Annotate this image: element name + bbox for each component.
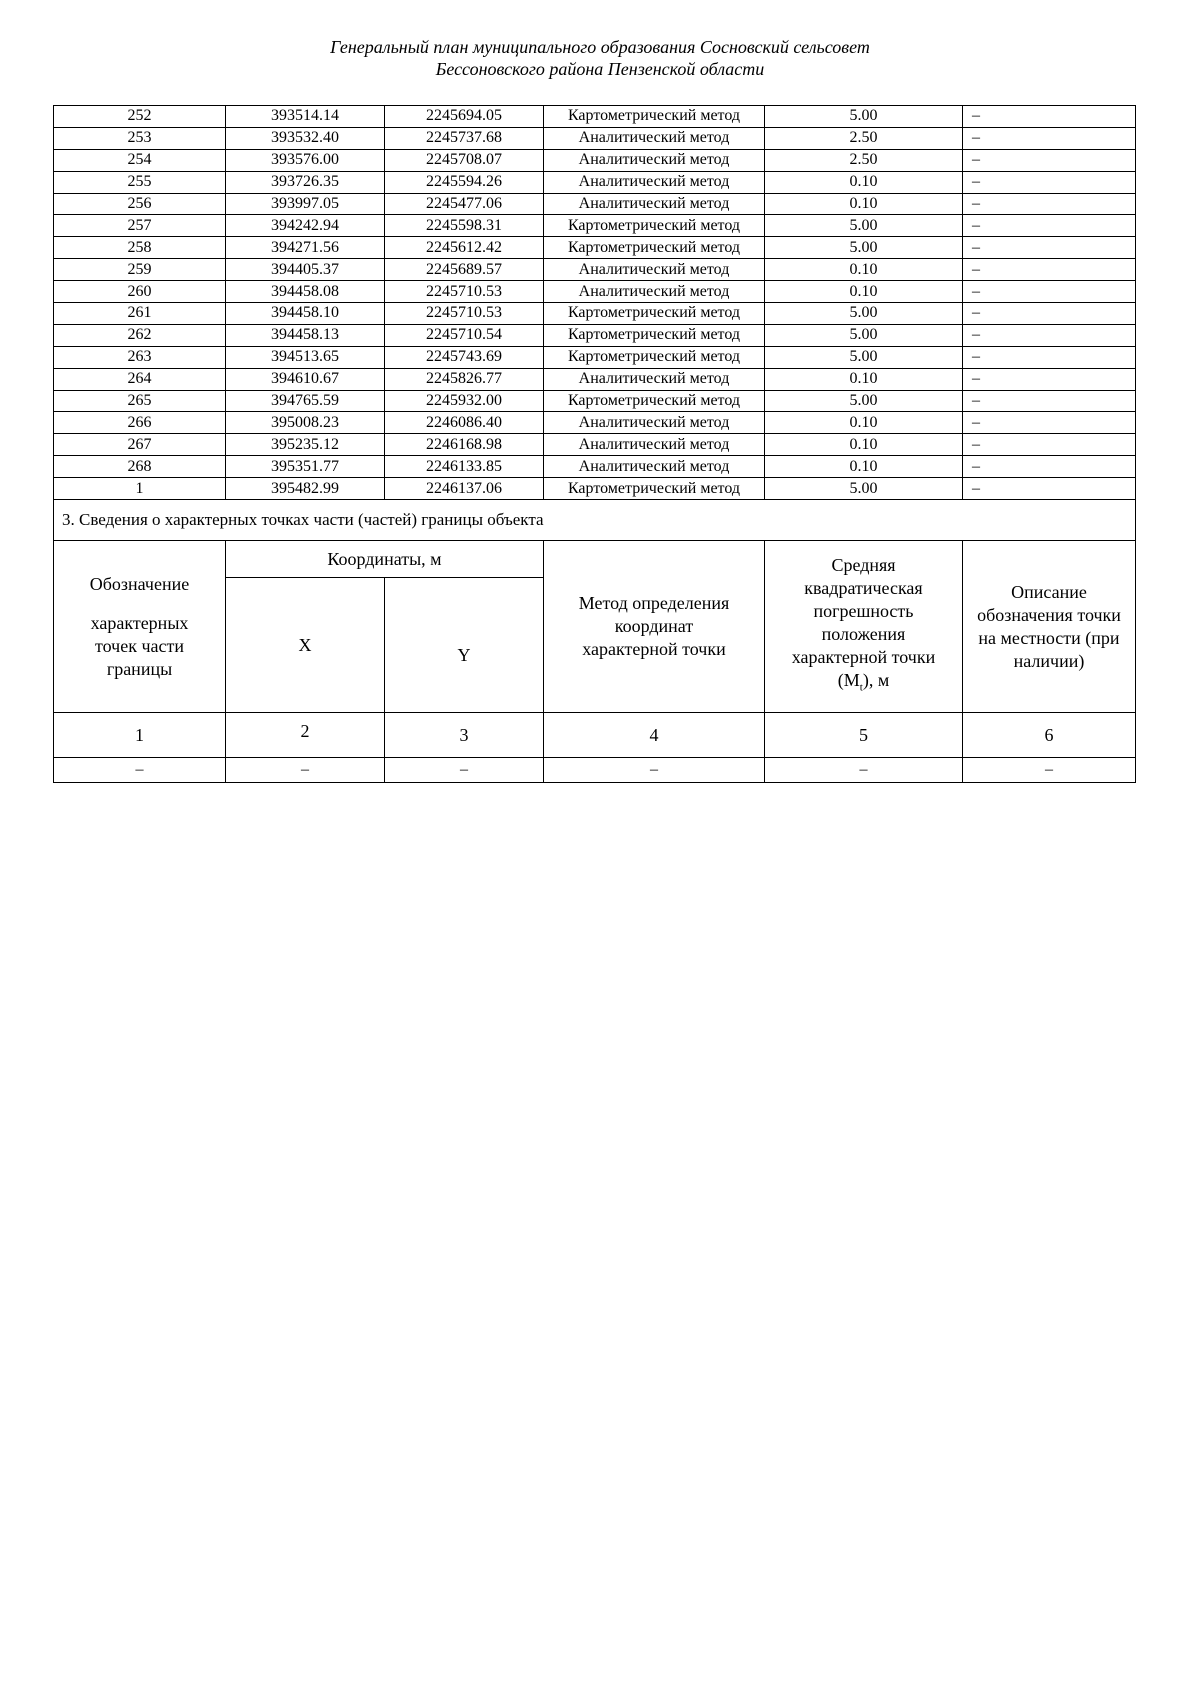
description-cell: –: [963, 324, 1136, 346]
column-number: 3: [385, 713, 544, 758]
error-cell: 0.10: [765, 412, 963, 434]
column-number: 1: [54, 713, 226, 758]
method-cell: Аналитический метод: [544, 368, 765, 390]
point-number-cell: 253: [54, 127, 226, 149]
y-coordinate-cell: 2245708.07: [385, 149, 544, 171]
error-cell: 0.10: [765, 434, 963, 456]
description-cell: –: [963, 456, 1136, 478]
point-number-cell: 260: [54, 281, 226, 303]
point-number-cell: 262: [54, 324, 226, 346]
x-coordinate-cell: 395482.99: [226, 478, 385, 500]
table-row: [54, 106, 1136, 128]
x-coordinate-cell: 394458.13: [226, 324, 385, 346]
method-cell: Картометрический метод: [544, 346, 765, 368]
description-cell: –: [963, 346, 1136, 368]
point-number-cell: 258: [54, 237, 226, 259]
table-row: [54, 303, 1136, 325]
description-cell: –: [963, 281, 1136, 303]
empty-cell: –: [544, 758, 765, 783]
method-cell: Картометрический метод: [544, 324, 765, 346]
header-error-unit: ), м: [862, 669, 890, 690]
table-row: [54, 171, 1136, 193]
method-cell: Картометрический метод: [544, 478, 765, 500]
method-cell: Аналитический метод: [544, 171, 765, 193]
header-error: [765, 541, 963, 713]
boundary-points-table: [53, 105, 1136, 783]
table-row: [54, 324, 1136, 346]
description-cell: –: [963, 237, 1136, 259]
y-coordinate-cell: 2245710.53: [385, 281, 544, 303]
error-cell: 0.10: [765, 456, 963, 478]
y-coordinate-cell: 2246133.85: [385, 456, 544, 478]
error-cell: 5.00: [765, 346, 963, 368]
point-number-cell: 266: [54, 412, 226, 434]
x-coordinate-cell: 395235.12: [226, 434, 385, 456]
header-line-1: Генеральный план муниципального образования Сосновский сельсовет: [330, 37, 870, 57]
empty-cell: –: [54, 758, 226, 783]
y-coordinate-cell: 2245694.05: [385, 106, 544, 128]
y-coordinate-cell: 2245826.77: [385, 368, 544, 390]
header-description-text: Описание обозначения точки на местности (при наличии): [977, 581, 1121, 671]
y-coordinate-cell: 2245710.53: [385, 303, 544, 325]
error-cell: 2.50: [765, 149, 963, 171]
empty-cell: –: [385, 758, 544, 783]
x-coordinate-cell: 393514.14: [226, 106, 385, 128]
column-numbers-row: [54, 713, 1136, 758]
description-cell: –: [963, 215, 1136, 237]
error-cell: 0.10: [765, 171, 963, 193]
table-row: [54, 478, 1136, 500]
point-number-cell: 252: [54, 106, 226, 128]
table-row: [54, 434, 1136, 456]
header-point-designation-bottom: характерных точек части границы: [90, 612, 189, 679]
x-coordinate-cell: 395351.77: [226, 456, 385, 478]
empty-cell: –: [226, 758, 385, 783]
header-error-text: [765, 554, 962, 700]
x-coordinate-cell: 395008.23: [226, 412, 385, 434]
point-number-cell: 263: [54, 346, 226, 368]
header-point-designation: [54, 541, 226, 713]
y-coordinate-cell: 2245743.69: [385, 346, 544, 368]
point-number-cell: 264: [54, 368, 226, 390]
x-coordinate-cell: 394271.56: [226, 237, 385, 259]
error-cell: 2.50: [765, 127, 963, 149]
x-coordinate-cell: 394458.08: [226, 281, 385, 303]
header-x: X: [226, 578, 385, 713]
column-number: 5: [765, 713, 963, 758]
error-cell: 0.10: [765, 259, 963, 281]
error-cell: 0.10: [765, 281, 963, 303]
header-coordinates: Координаты, м: [226, 541, 544, 578]
method-cell: Аналитический метод: [544, 149, 765, 171]
error-cell: 5.00: [765, 303, 963, 325]
table-row: [54, 390, 1136, 412]
description-cell: –: [963, 259, 1136, 281]
point-number-cell: 267: [54, 434, 226, 456]
header-method: [544, 541, 765, 713]
column-number: 4: [544, 713, 765, 758]
method-cell: Картометрический метод: [544, 237, 765, 259]
table-row: [54, 368, 1136, 390]
method-cell: Аналитический метод: [544, 193, 765, 215]
x-coordinate-cell: 394765.59: [226, 390, 385, 412]
description-cell: –: [963, 478, 1136, 500]
y-coordinate-cell: 2245594.26: [385, 171, 544, 193]
table-row: [54, 193, 1136, 215]
description-cell: –: [963, 434, 1136, 456]
description-cell: –: [963, 106, 1136, 128]
section-3-title: 3. Сведения о характерных точках части (частей) границы объекта: [54, 500, 1136, 541]
column-number: 6: [963, 713, 1136, 758]
method-cell: Аналитический метод: [544, 281, 765, 303]
table-row: [54, 281, 1136, 303]
error-cell: 0.10: [765, 368, 963, 390]
x-coordinate-cell: 394242.94: [226, 215, 385, 237]
description-cell: –: [963, 171, 1136, 193]
y-coordinate-cell: 2245689.57: [385, 259, 544, 281]
y-coordinate-cell: 2245737.68: [385, 127, 544, 149]
x-coordinate-cell: 393726.35: [226, 171, 385, 193]
description-cell: –: [963, 149, 1136, 171]
point-number-cell: 257: [54, 215, 226, 237]
y-coordinate-cell: 2245477.06: [385, 193, 544, 215]
header-error-sub: t: [859, 681, 863, 694]
error-cell: 5.00: [765, 237, 963, 259]
document-header: [0, 36, 1200, 80]
point-number-cell: 255: [54, 171, 226, 193]
table-row: [54, 412, 1136, 434]
method-cell: Картометрический метод: [544, 390, 765, 412]
table-row: [54, 259, 1136, 281]
table-row: [54, 149, 1136, 171]
empty-cell: –: [963, 758, 1136, 783]
method-cell: Картометрический метод: [544, 303, 765, 325]
method-cell: Картометрический метод: [544, 215, 765, 237]
table-row: [54, 127, 1136, 149]
table-row: [54, 215, 1136, 237]
y-coordinate-cell: 2246137.06: [385, 478, 544, 500]
header-error-main: Средняя квадратическая погрешность положения характерной точки (M: [791, 554, 936, 690]
table-row: [54, 346, 1136, 368]
error-cell: 5.00: [765, 324, 963, 346]
header-method-text: Метод определения координат характерной точки: [578, 593, 730, 660]
error-cell: 5.00: [765, 215, 963, 237]
x-coordinate-cell: 394405.37: [226, 259, 385, 281]
y-coordinate-cell: 2245710.54: [385, 324, 544, 346]
description-cell: –: [963, 127, 1136, 149]
description-cell: –: [963, 390, 1136, 412]
x-coordinate-cell: 393997.05: [226, 193, 385, 215]
method-cell: Аналитический метод: [544, 412, 765, 434]
y-coordinate-cell: 2245598.31: [385, 215, 544, 237]
method-cell: Аналитический метод: [544, 456, 765, 478]
point-number-cell: 259: [54, 259, 226, 281]
table-row: [54, 456, 1136, 478]
column-number: 2: [226, 713, 385, 758]
x-coordinate-cell: 394513.65: [226, 346, 385, 368]
y-coordinate-cell: 2245612.42: [385, 237, 544, 259]
description-cell: –: [963, 193, 1136, 215]
point-number-cell: 254: [54, 149, 226, 171]
point-number-cell: 1: [54, 478, 226, 500]
point-number-cell: 256: [54, 193, 226, 215]
x-coordinate-cell: 394610.67: [226, 368, 385, 390]
x-coordinate-cell: 393532.40: [226, 127, 385, 149]
point-number-cell: 265: [54, 390, 226, 412]
header-line-2: Бессоновского района Пензенской области: [435, 59, 765, 79]
y-coordinate-cell: 2245932.00: [385, 390, 544, 412]
y-coordinate-cell: 2246086.40: [385, 412, 544, 434]
error-cell: 0.10: [765, 193, 963, 215]
header-point-designation-top: Обозначение: [89, 573, 190, 594]
section-3-block: [54, 500, 1136, 783]
point-number-cell: 261: [54, 303, 226, 325]
description-cell: –: [963, 412, 1136, 434]
table-row: [54, 237, 1136, 259]
error-cell: 5.00: [765, 106, 963, 128]
coordinates-table-body: [54, 106, 1136, 500]
method-cell: Картометрический метод: [544, 106, 765, 128]
y-coordinate-cell: 2246168.98: [385, 434, 544, 456]
method-cell: Аналитический метод: [544, 127, 765, 149]
x-coordinate-cell: 393576.00: [226, 149, 385, 171]
header-description: [963, 541, 1136, 713]
description-cell: –: [963, 368, 1136, 390]
method-cell: Аналитический метод: [544, 259, 765, 281]
description-cell: –: [963, 303, 1136, 325]
empty-cell: –: [765, 758, 963, 783]
point-number-cell: 268: [54, 456, 226, 478]
header-y: Y: [385, 578, 544, 713]
error-cell: 5.00: [765, 478, 963, 500]
method-cell: Аналитический метод: [544, 434, 765, 456]
x-coordinate-cell: 394458.10: [226, 303, 385, 325]
empty-data-row: [54, 758, 1136, 783]
error-cell: 5.00: [765, 390, 963, 412]
